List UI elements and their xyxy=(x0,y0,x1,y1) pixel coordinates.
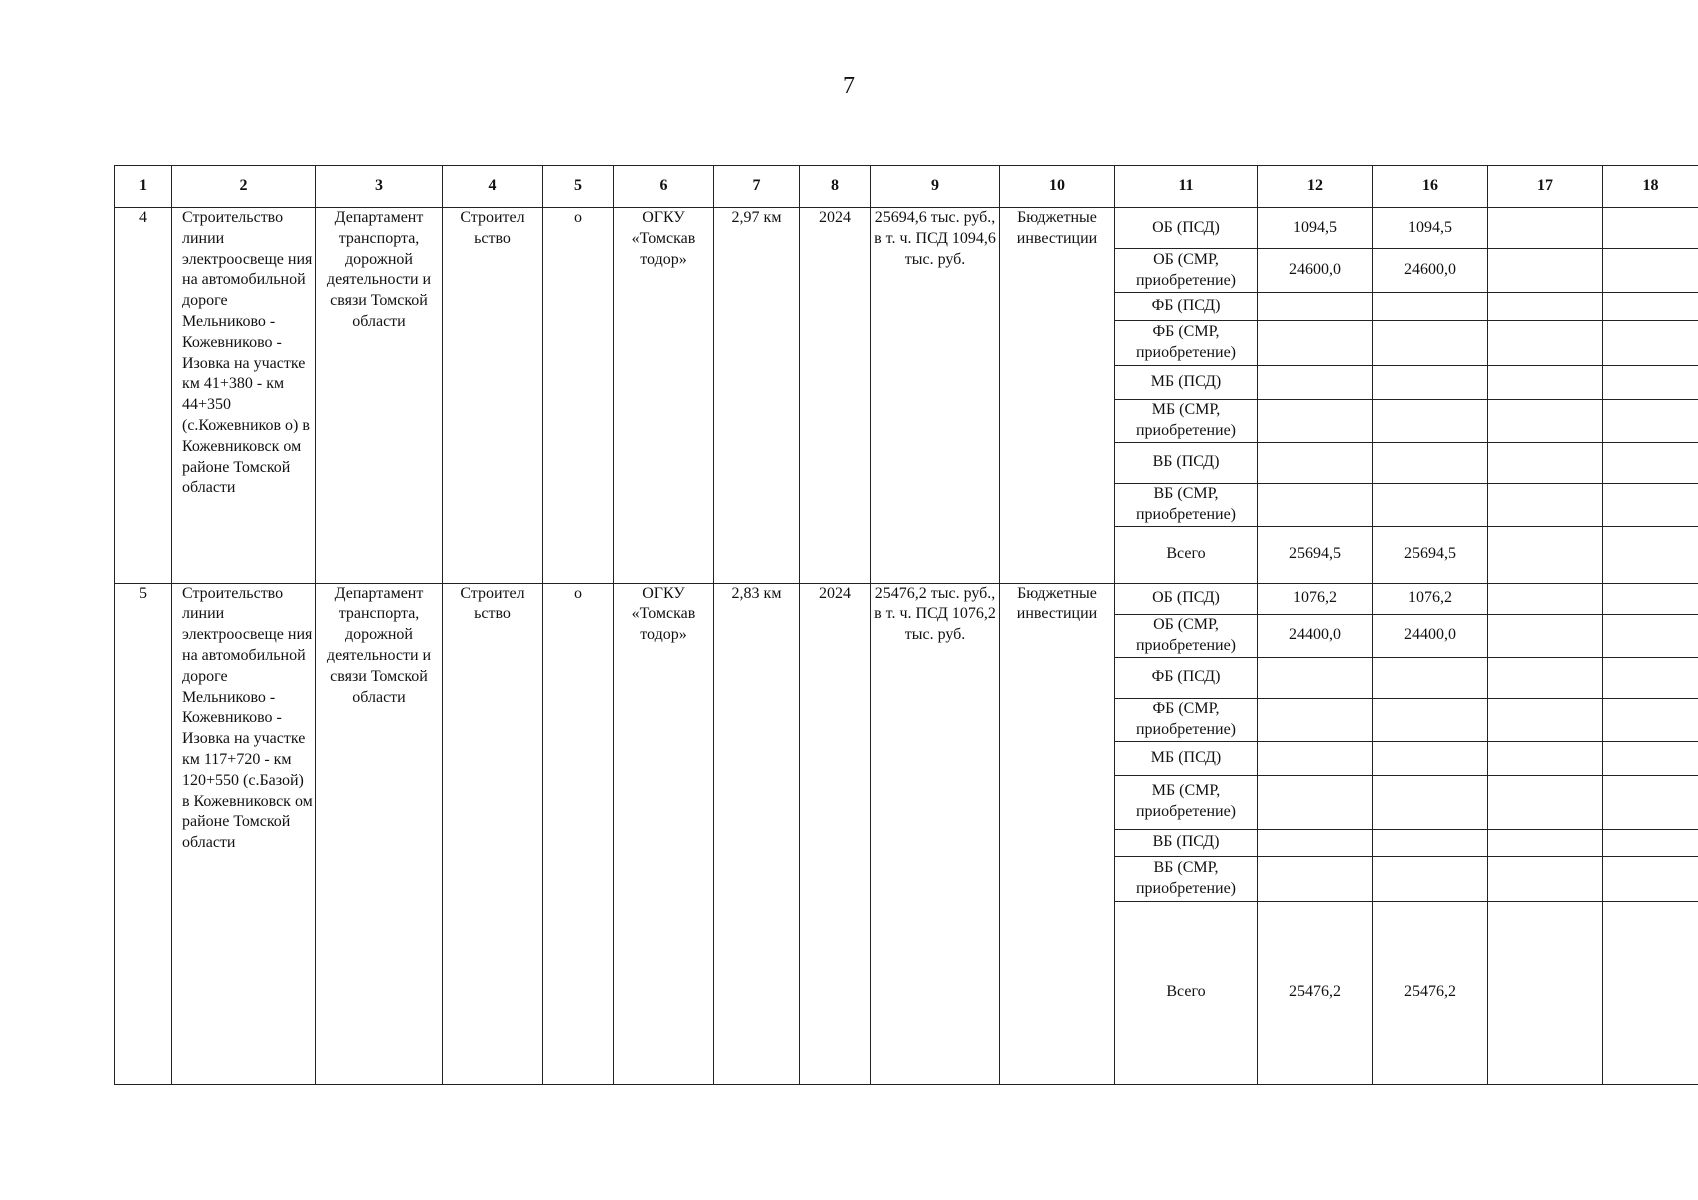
value-col12: 24400,0 xyxy=(1258,614,1373,657)
value-col12 xyxy=(1258,321,1373,366)
value-col17 xyxy=(1488,583,1603,614)
source-label: ВБ (ПСД) xyxy=(1115,442,1258,483)
header-row xyxy=(115,166,1698,208)
value-col16 xyxy=(1373,400,1488,443)
investment-form: Бюджетные инвестиции xyxy=(1000,583,1115,1084)
value-col18 xyxy=(1603,856,1698,901)
value-col12: 1076,2 xyxy=(1258,583,1373,614)
value-col17 xyxy=(1488,901,1603,1084)
object-name: Строительство линии электроосвеще ния на автомобильной дороге Мельниково - Кожевниково - Изовка на участке км 41+380 - км 44+350 (с.Кожевников о) в Кожевниковск ом районе Томской области xyxy=(172,208,316,584)
customer: Департамент транспорта, дорожной деятельности и связи Томской области xyxy=(316,583,443,1084)
value-col18 xyxy=(1603,829,1698,856)
value-col16 xyxy=(1373,321,1488,366)
year: 2024 xyxy=(800,583,871,1084)
value-col18 xyxy=(1603,321,1698,366)
value-col18 xyxy=(1603,442,1698,483)
value-col17 xyxy=(1488,208,1603,249)
header-cell: 2 xyxy=(172,166,316,208)
source-label: ОБ (ПСД) xyxy=(1115,208,1258,249)
value-col18 xyxy=(1603,366,1698,400)
value-col12 xyxy=(1258,400,1373,443)
value-col16 xyxy=(1373,366,1488,400)
estimated-cost: 25476,2 тыс. руб., в т. ч. ПСД 1076,2 тыс. руб. xyxy=(871,583,1000,1084)
value-col17 xyxy=(1488,321,1603,366)
source-label: Всего xyxy=(1115,901,1258,1084)
source-label: ФБ (ПСД) xyxy=(1115,293,1258,321)
customer: Департамент транспорта, дорожной деятельности и связи Томской области xyxy=(316,208,443,584)
capacity: 2,83 км xyxy=(714,583,800,1084)
value-col17 xyxy=(1488,483,1603,526)
value-col17 xyxy=(1488,366,1603,400)
header-cell: 3 xyxy=(316,166,443,208)
value-col12 xyxy=(1258,366,1373,400)
source-label: МБ (СМР, приобретение) xyxy=(1115,775,1258,829)
value-col18 xyxy=(1603,400,1698,443)
object-name: Строительство линии электроосвеще ния на автомобильной дороге Мельниково - Кожевниково - Изовка на участке км 117+720 - км 120+550 (с.Базой) в Кожевниковск ом районе Томской области xyxy=(172,583,316,1084)
investment-form: Бюджетные инвестиции xyxy=(1000,208,1115,584)
value-col18 xyxy=(1603,583,1698,614)
capacity: 2,97 км xyxy=(714,208,800,584)
value-col18 xyxy=(1603,614,1698,657)
value-col12 xyxy=(1258,741,1373,775)
value-col17 xyxy=(1488,526,1603,583)
organization: ОГКУ «Томскав тодор» xyxy=(614,583,714,1084)
value-col17 xyxy=(1488,614,1603,657)
header-cell: 18 xyxy=(1603,166,1698,208)
value-col18 xyxy=(1603,901,1698,1084)
value-col12: 25694,5 xyxy=(1258,526,1373,583)
value-col17 xyxy=(1488,829,1603,856)
header-cell: 4 xyxy=(443,166,543,208)
value-col17 xyxy=(1488,741,1603,775)
header-cell: 9 xyxy=(871,166,1000,208)
value-col12 xyxy=(1258,483,1373,526)
value-col12: 24600,0 xyxy=(1258,249,1373,293)
estimated-cost: 25694,6 тыс. руб., в т. ч. ПСД 1094,6 тыс. руб. xyxy=(871,208,1000,584)
col5-value: о xyxy=(543,583,614,1084)
value-col16 xyxy=(1373,829,1488,856)
value-col17 xyxy=(1488,442,1603,483)
header-cell: 12 xyxy=(1258,166,1373,208)
source-label: ФБ (ПСД) xyxy=(1115,657,1258,698)
header-cell: 17 xyxy=(1488,166,1603,208)
header-cell: 5 xyxy=(543,166,614,208)
value-col16 xyxy=(1373,775,1488,829)
header-cell: 8 xyxy=(800,166,871,208)
value-col16: 25476,2 xyxy=(1373,901,1488,1084)
value-col12 xyxy=(1258,442,1373,483)
source-label: ОБ (ПСД) xyxy=(1115,583,1258,614)
value-col16 xyxy=(1373,483,1488,526)
source-label: МБ (ПСД) xyxy=(1115,741,1258,775)
value-col16 xyxy=(1373,657,1488,698)
source-label: МБ (СМР, приобретение) xyxy=(1115,400,1258,443)
value-col18 xyxy=(1603,483,1698,526)
investment-table xyxy=(114,165,1698,1085)
value-col12 xyxy=(1258,698,1373,741)
value-col18 xyxy=(1603,249,1698,293)
value-col17 xyxy=(1488,698,1603,741)
page-number: 7 xyxy=(843,73,855,99)
value-col12 xyxy=(1258,856,1373,901)
value-col17 xyxy=(1488,657,1603,698)
value-col12 xyxy=(1258,657,1373,698)
value-col12: 1094,5 xyxy=(1258,208,1373,249)
value-col17 xyxy=(1488,249,1603,293)
source-label: МБ (ПСД) xyxy=(1115,366,1258,400)
source-label: ВБ (СМР, приобретение) xyxy=(1115,483,1258,526)
header-cell: 7 xyxy=(714,166,800,208)
source-label: ОБ (СМР, приобретение) xyxy=(1115,614,1258,657)
value-col18 xyxy=(1603,208,1698,249)
value-col17 xyxy=(1488,856,1603,901)
source-label: ВБ (ПСД) xyxy=(1115,829,1258,856)
source-label: ВБ (СМР, приобретение) xyxy=(1115,856,1258,901)
value-col16: 1094,5 xyxy=(1373,208,1488,249)
source-label: ФБ (СМР, приобретение) xyxy=(1115,321,1258,366)
source-label: ФБ (СМР, приобретение) xyxy=(1115,698,1258,741)
value-col16 xyxy=(1373,293,1488,321)
value-col12 xyxy=(1258,829,1373,856)
value-col12 xyxy=(1258,775,1373,829)
source-label: ОБ (СМР, приобретение) xyxy=(1115,249,1258,293)
header-cell: 6 xyxy=(614,166,714,208)
value-col17 xyxy=(1488,400,1603,443)
year: 2024 xyxy=(800,208,871,584)
value-col18 xyxy=(1603,775,1698,829)
col5-value: о xyxy=(543,208,614,584)
value-col17 xyxy=(1488,293,1603,321)
value-col16 xyxy=(1373,856,1488,901)
table-row xyxy=(115,208,1698,249)
value-col16: 1076,2 xyxy=(1373,583,1488,614)
work-type: Строител ьство xyxy=(443,583,543,1084)
header-cell: 10 xyxy=(1000,166,1115,208)
row-number: 5 xyxy=(115,583,172,1084)
header-cell: 1 xyxy=(115,166,172,208)
row-number: 4 xyxy=(115,208,172,584)
value-col16 xyxy=(1373,741,1488,775)
value-col18 xyxy=(1603,526,1698,583)
value-col18 xyxy=(1603,741,1698,775)
value-col16: 24600,0 xyxy=(1373,249,1488,293)
value-col18 xyxy=(1603,698,1698,741)
header-cell: 16 xyxy=(1373,166,1488,208)
value-col16: 25694,5 xyxy=(1373,526,1488,583)
value-col12 xyxy=(1258,293,1373,321)
value-col16 xyxy=(1373,442,1488,483)
organization: ОГКУ «Томскав тодор» xyxy=(614,208,714,584)
value-col16: 24400,0 xyxy=(1373,614,1488,657)
value-col16 xyxy=(1373,698,1488,741)
source-label: Всего xyxy=(1115,526,1258,583)
table-row xyxy=(115,583,1698,614)
work-type: Строител ьство xyxy=(443,208,543,584)
value-col17 xyxy=(1488,775,1603,829)
header-cell: 11 xyxy=(1115,166,1258,208)
value-col18 xyxy=(1603,293,1698,321)
value-col12: 25476,2 xyxy=(1258,901,1373,1084)
value-col18 xyxy=(1603,657,1698,698)
